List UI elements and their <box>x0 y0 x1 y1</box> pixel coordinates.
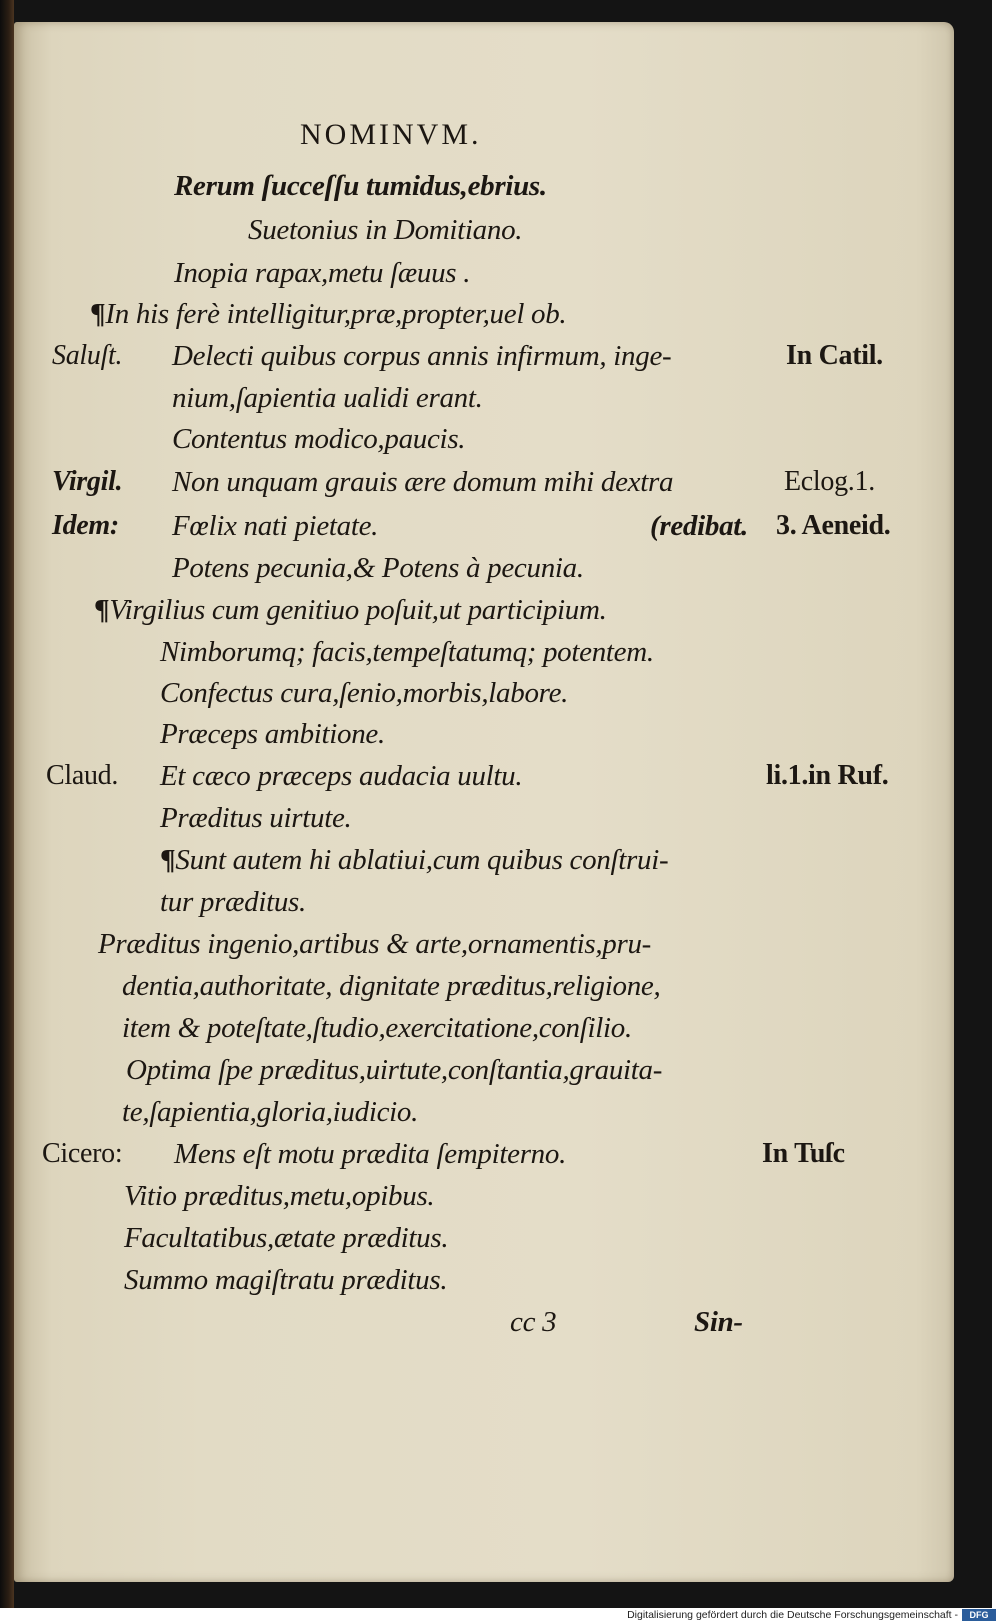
margin-in-catil: In Catil. <box>786 340 883 371</box>
text-line-22: item & poteſtate,ſtudio,exercitatione,conſilio. <box>122 1012 632 1044</box>
text-line-1: Rerum ſucceſſu tumidus,ebrius. <box>174 170 547 202</box>
text-line-27: Facultatibus,ætate præditus. <box>124 1222 449 1254</box>
text-line-6: nium,ſapientia ualidi erant. <box>172 382 483 414</box>
signature-mark: cc 3 <box>510 1306 557 1338</box>
margin-virgil: Virgil. <box>52 466 123 497</box>
footer-bar <box>0 1608 1000 1622</box>
text-line-7: Contentus modico,paucis. <box>172 423 466 455</box>
margin-cicero: Cicero: <box>42 1138 123 1169</box>
margin-aeneid: 3. Aeneid. <box>776 510 891 541</box>
text-line-18-body: Sunt autem hi ablatiui,cum quibus conſtrui- <box>175 844 669 876</box>
margin-idem: Idem: <box>52 510 119 541</box>
text-line-15: Præceps ambitione. <box>160 718 385 750</box>
book-binding <box>0 0 14 1608</box>
margin-claud: Claud. <box>46 760 119 791</box>
text-line-26: Vitio præditus,metu,opibus. <box>124 1180 435 1212</box>
text-line-10: (redibat. <box>650 510 748 542</box>
pilcrow-mark: ¶ <box>160 844 176 876</box>
text-line-4-body: In his ferè intelligitur,præ,propter,uel ob. <box>105 298 567 330</box>
text-line-16: Et cæco præceps audacia uultu. <box>160 760 523 792</box>
text-line-12-body: Virgilius cum genitiuo poſuit,ut participium. <box>109 594 607 626</box>
text-line-28: Summo magiſtratu præditus. <box>124 1264 448 1296</box>
text-line-5: Delecti quibus corpus annis infirmum, inge- <box>172 340 672 372</box>
text-line-8: Non unquam grauis ære domum mihi dextra <box>172 466 674 498</box>
pilcrow-mark: ¶ <box>90 298 106 330</box>
catchword: Sin- <box>694 1306 743 1338</box>
margin-in-tusc: In Tuſc <box>762 1138 845 1169</box>
text-line-17: Præditus uirtute. <box>160 802 352 834</box>
text-line-23: Optima ſpe præditus,uirtute,conſtantia,grauita- <box>126 1054 663 1086</box>
page-header: NOMINVM. <box>300 118 482 151</box>
text-line-2: Suetonius in Domitiano. <box>248 214 523 246</box>
text-line-25: Mens eſt motu prædita ſempiterno. <box>174 1138 567 1170</box>
text-line-19: tur præditus. <box>160 886 306 918</box>
funding-credit: Digitalisierung gefördert durch die Deutsche Forschungsgemeinschaft - <box>627 1609 958 1621</box>
text-line-4 <box>90 300 566 329</box>
text-line-13: Nimborumq; facis,tempeſtatumq; potentem. <box>160 636 654 668</box>
text-line-11: Potens pecunia,& Potens à pecunia. <box>172 552 584 584</box>
text-line-20: Præditus ingenio,artibus & arte,ornamentis,pru- <box>98 928 652 960</box>
text-line-18 <box>160 846 668 875</box>
margin-in-ruf: li.1.in Ruf. <box>766 760 889 791</box>
pilcrow-mark: ¶ <box>94 594 110 626</box>
text-line-12 <box>94 596 607 625</box>
text-line-9: Fœlix nati pietate. <box>172 510 379 542</box>
dfg-logo: DFG <box>962 1609 996 1621</box>
text-line-3: Inopia rapax,metu ſæuus . <box>174 257 471 289</box>
margin-salust: Saluſt. <box>52 340 123 371</box>
margin-eclog: Eclog.1. <box>784 466 875 497</box>
book-page <box>14 22 954 1582</box>
text-line-21: dentia,authoritate, dignitate præditus,religione, <box>122 970 661 1002</box>
text-line-24: te,ſapientia,gloria,iudicio. <box>122 1096 419 1128</box>
text-line-14: Confectus cura,ſenio,morbis,labore. <box>160 677 569 709</box>
